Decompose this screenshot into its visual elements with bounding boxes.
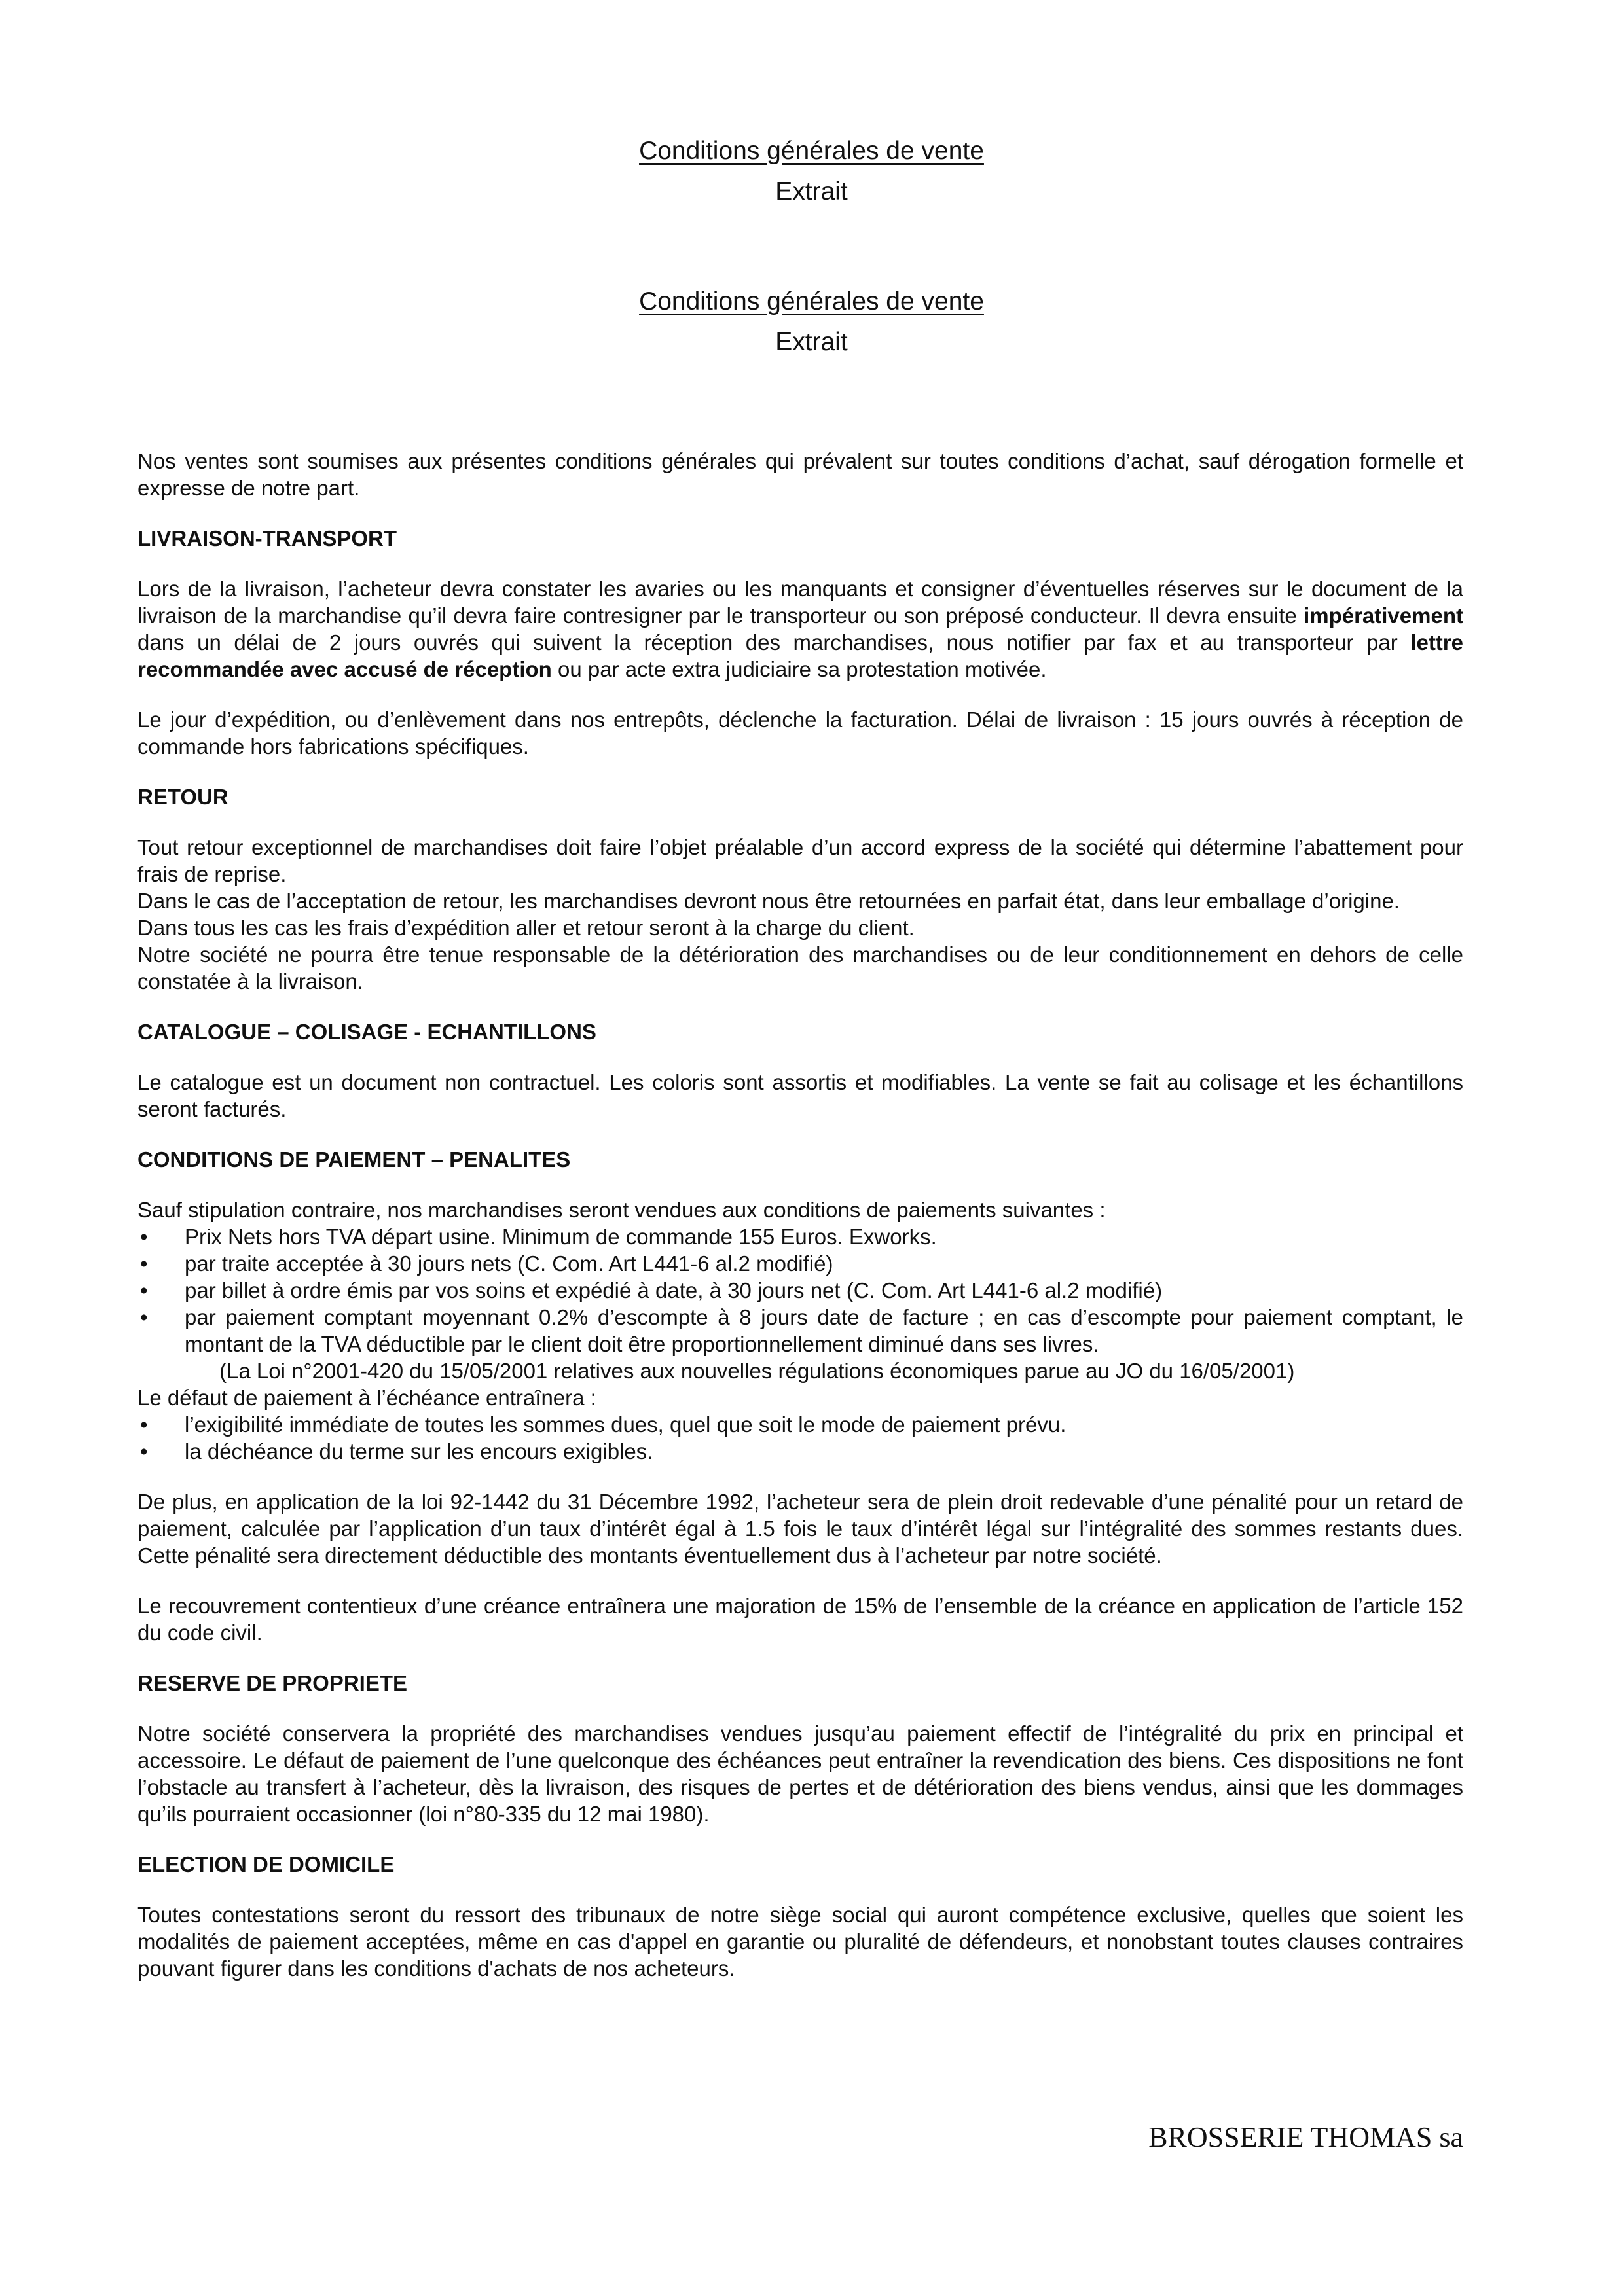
reserve-paragraph: Notre société conservera la propriété des marchandises vendues jusqu’au paiement effectif de l’intégralité du prix en principal et accessoire. Le défaut de paiement de l’une quelconque des échéances peut entraîner la revendication des biens. Ces dispositions ne font l’obstacle au transfert à l’acheteur, dès la livraison, des risques de pertes et de détérioration des biens vendus, ainsi que les dommages qu’ils pourraient occasionner (loi n°80-335 du 12 mai 1980).: [137, 1721, 1463, 1826]
defaut-bullet-list: [137, 1411, 1463, 1465]
retour-line: Dans le cas de l’acceptation de retour, les marchandises devront nous être retournées en parfait état, dans leur emballage d’origine.: [137, 889, 1400, 913]
livraison-text-c: dans un délai de 2 jours ouvrés qui suivent la réception des marchandises, nous notifier par fax et au transporteur par: [137, 630, 1411, 655]
document-subtitle: Extrait: [775, 177, 848, 206]
paiement-intro: Sauf stipulation contraire, nos marchandises seront vendues aux conditions de paiements suivantes :: [137, 1198, 1106, 1222]
retour-line: Dans tous les cas les frais d’expédition aller et retour seront à la charge du client.: [137, 916, 915, 940]
defaut-intro: Le défaut de paiement à l’échéance entraînera :: [137, 1386, 596, 1410]
livraison-emphasis-2: lettre recommandée avec accusé de réception: [137, 630, 1463, 681]
retour-line: Notre société ne pourra être tenue responsable de la détérioration des marchandises ou de leur conditionnement en dehors de celle constatée à la livraison.: [137, 942, 1463, 994]
recouvrement-paragraph: Le recouvrement contentieux d’une créance entraînera une majoration de 15% de l’ensemble de la créance en application de l’article 152 du code civil.: [137, 1594, 1463, 1645]
list-item: • la déchéance du terme sur les encours exigibles.: [137, 1438, 1463, 1465]
document-body: [137, 448, 1463, 2005]
document-subtitle-repeat: Extrait: [775, 328, 848, 356]
company-signature: BROSSERIE THOMAS sa: [1148, 2121, 1463, 2153]
catalogue-paragraph: Le catalogue est un document non contractuel. Les coloris sont assortis et modifiables. La vente se fait au colisage et les échantillons seront facturés.: [137, 1070, 1463, 1121]
title-block-2: [0, 281, 1623, 363]
list-item: • l’exigibilité immédiate de toutes les sommes dues, quel que soit le mode de paiement prévu.: [137, 1411, 1463, 1438]
livraison-text-e: ou par acte extra judiciaire sa protestation motivée.: [551, 657, 1047, 681]
legal-reference-note: (La Loi n°2001-420 du 15/05/2001 relatives aux nouvelles régulations économiques parue au JO du 16/05/2001): [219, 1359, 1295, 1383]
section-heading-retour: RETOUR: [137, 785, 228, 809]
document-title-repeat: Conditions générales de vente: [639, 287, 984, 315]
section-heading-reserve: RESERVE DE PROPRIETE: [137, 1671, 408, 1695]
livraison-paragraph-2: Le jour d’expédition, ou d’enlèvement dans nos entrepôts, déclenche la facturation. Délai de livraison : 15 jours ouvrés à réception de commande hors fabrications spécifiques.: [137, 708, 1463, 759]
livraison-text-a: Lors de la livraison, l’acheteur devra constater les avaries ou les manquants et consigner d’éventuelles réserves sur le document de la livraison de la marchandise qu’il devra faire contresigner par le transporteur ou son préposé conducteur. Il devra ensuite: [137, 577, 1463, 628]
livraison-paragraph-1: [137, 575, 1463, 683]
list-item: • par paiement comptant moyennant 0.2% d’escompte à 8 jours date de facture ; en cas d’escompte pour paiement comptant, le montant de la TVA déductible par le client doit être proportionnellement diminué dans ses livres.: [137, 1304, 1463, 1357]
retour-line: Tout retour exceptionnel de marchandises doit faire l’objet préalable d’un accord express de la société qui détermine l’abattement pour frais de reprise.: [137, 835, 1463, 886]
section-heading-domicile: ELECTION DE DOMICILE: [137, 1852, 395, 1876]
section-heading-catalogue: CATALOGUE – COLISAGE - ECHANTILLONS: [137, 1020, 596, 1044]
spacer: [137, 1465, 1463, 1488]
document-title: Conditions générales de vente: [639, 137, 984, 165]
list-item: • par billet à ordre émis par vos soins et expédié à date, à 30 jours net (C. Com. Art L441-6 al.2 modifié): [137, 1277, 1463, 1304]
penalite-paragraph: De plus, en application de la loi 92-1442 du 31 Décembre 1992, l’acheteur sera de plein droit redevable d’une pénalité pour un retard de paiement, calculée par l’application d’un taux d’intérêt égal à 1.5 fois le taux d’intérêt légal sur l’intégralité des sommes restants dues. Cette pénalité sera directement déductible des montants éventuellement dus à l’acheteur par notre société.: [137, 1490, 1463, 1568]
list-item: • par traite acceptée à 30 jours nets (C. Com. Art L441-6 al.2 modifié): [137, 1250, 1463, 1277]
intro-paragraph: Nos ventes sont soumises aux présentes conditions générales qui prévalent sur toutes conditions d’achat, sauf dérogation formelle et expresse de notre part.: [137, 449, 1463, 500]
section-heading-paiement: CONDITIONS DE PAIEMENT – PENALITES: [137, 1147, 571, 1172]
section-heading-livraison: LIVRAISON-TRANSPORT: [137, 526, 397, 550]
list-item: • Prix Nets hors TVA départ usine. Minimum de commande 155 Euros. Exworks.: [137, 1223, 1463, 1250]
livraison-emphasis-1: impérativement: [1304, 603, 1463, 628]
title-block-1: [0, 131, 1623, 212]
domicile-paragraph: Toutes contestations seront du ressort des tribunaux de notre siège social qui auront compétence exclusive, quelles que soient les modalités de paiement acceptées, même en cas d'appel en garantie ou pluralité de défendeurs, et nonobstant toutes clauses contraires pouvant figurer dans les conditions d'achats de nos acheteurs.: [137, 1903, 1463, 1981]
paiement-bullet-list: [137, 1223, 1463, 1357]
